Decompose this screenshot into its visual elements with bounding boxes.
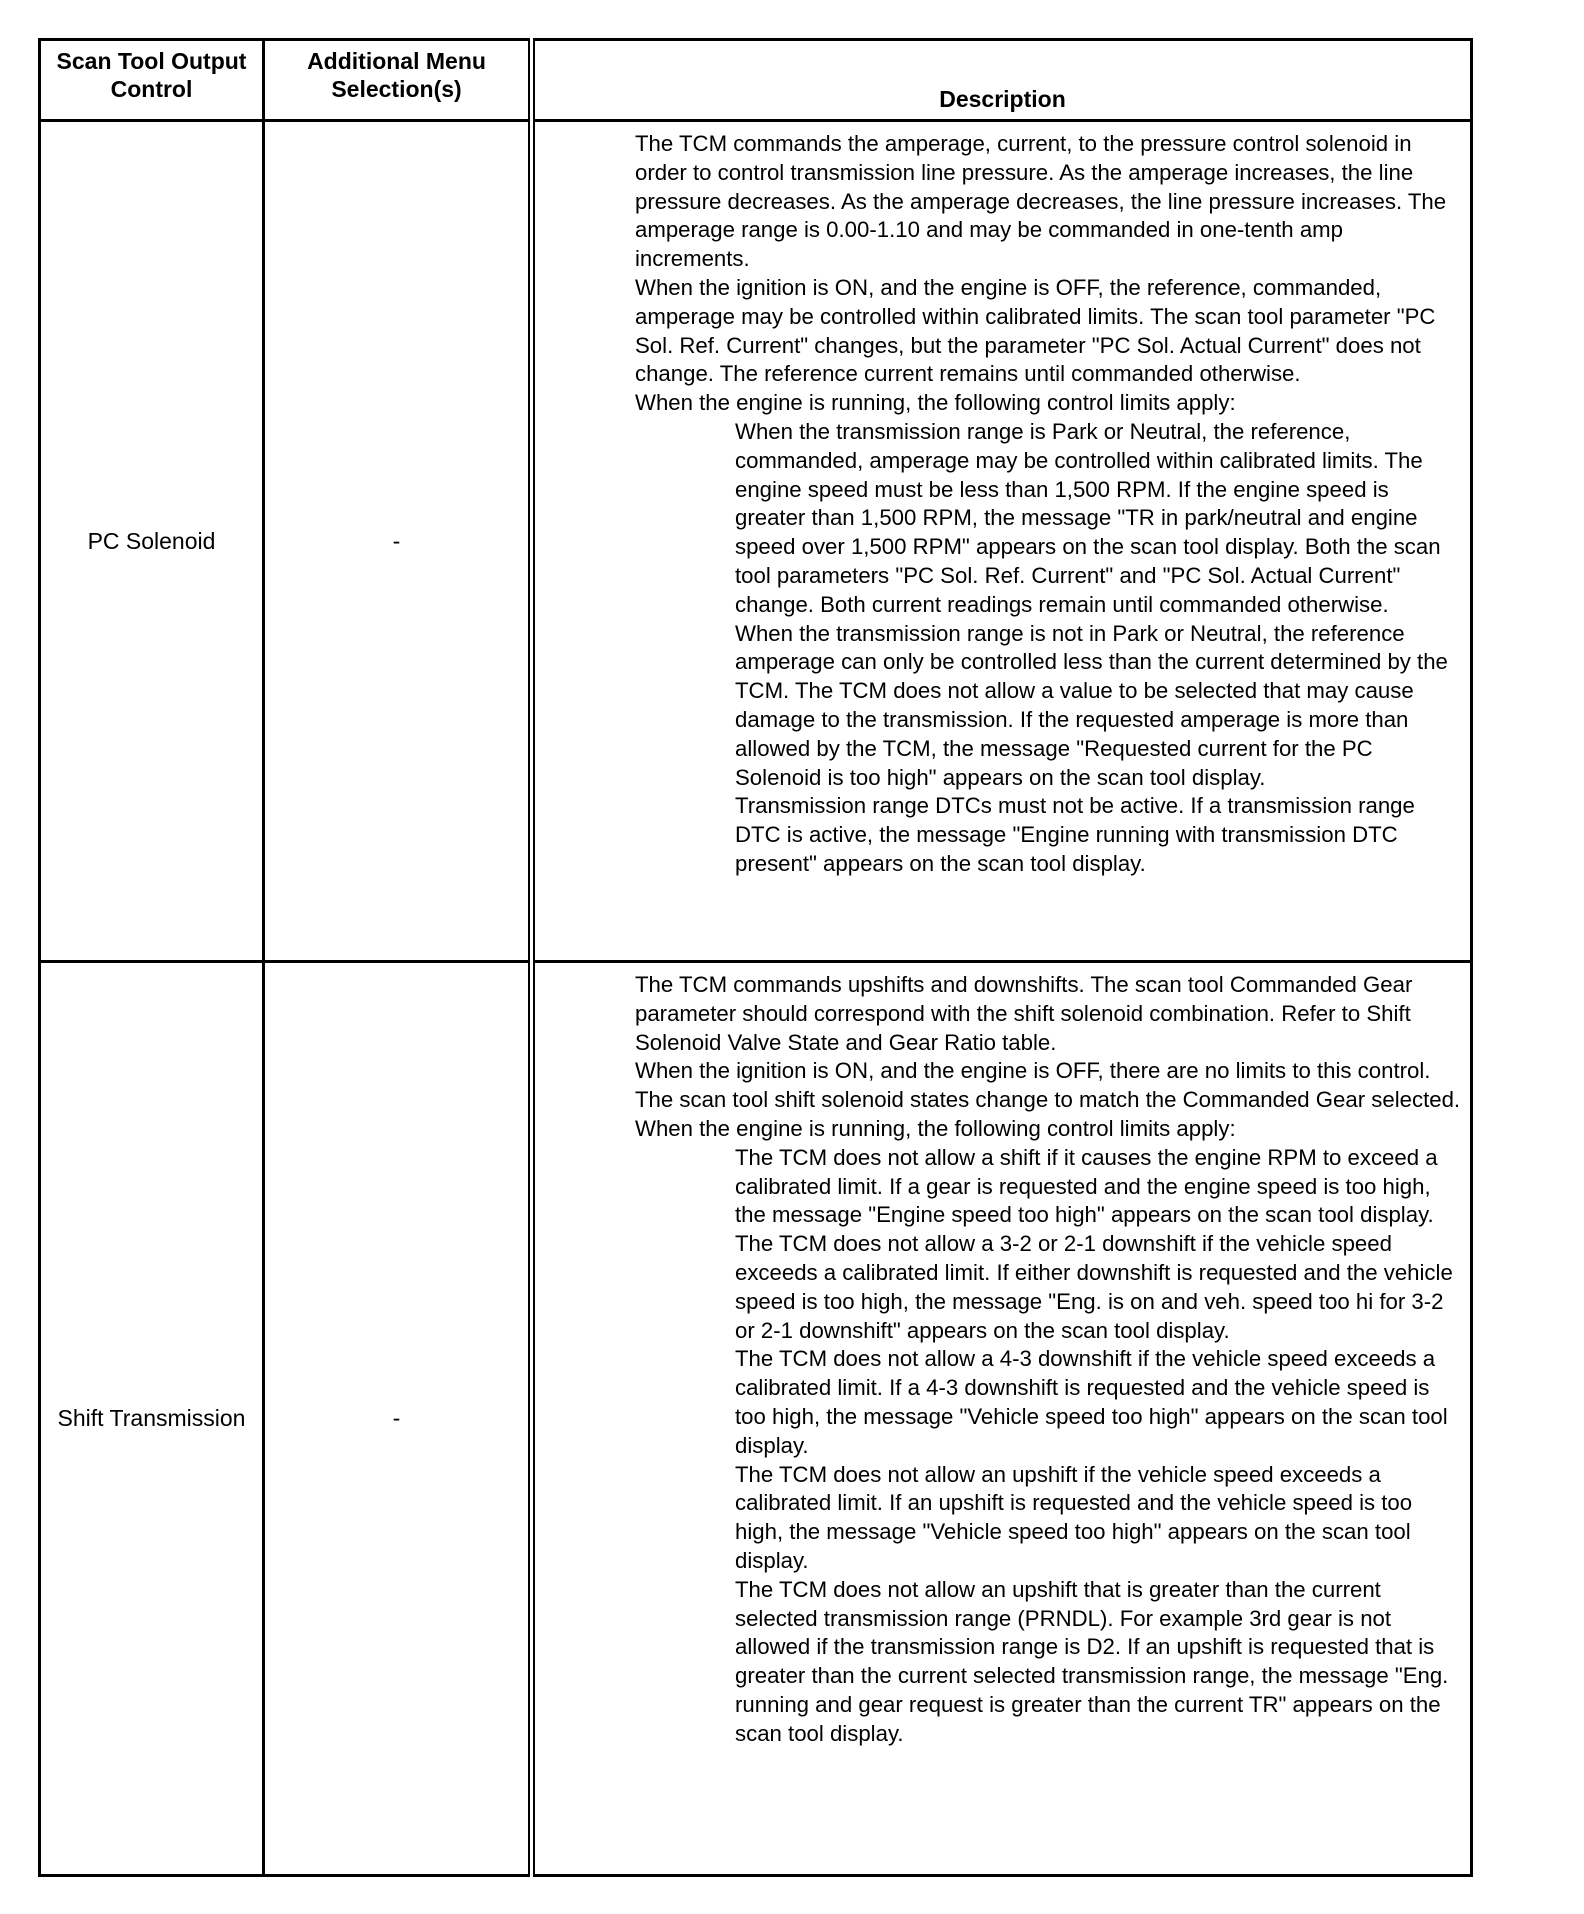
control-name: PC Solenoid bbox=[40, 121, 264, 962]
description-subparagraph: When the transmission range is Park or Neutral, the reference, commanded, amperage may be controlled within calibrated limits. The engine speed must be less than 1,500 RPM. If the engine speed is greater than 1,500 RPM, the message "TR in park/neutral and engine speed over 1,500 RPM" appears on the scan tool display. Both the scan tool parameters "PC Sol. Ref. Current" and "PC Sol. Actual Current" change. Both current readings remain until commanded otherwise. bbox=[735, 418, 1441, 617]
description-paragraph: The TCM commands upshifts and downshifts. The scan tool Commanded Gear parameter should correspond with the shift solenoid combination. Refer to Shift Solenoid Valve State and Gear Ratio table. bbox=[635, 972, 1413, 1055]
menu-selection: - bbox=[264, 121, 532, 962]
description-subparagraph: Transmission range DTCs must not be active. If a transmission range DTC is active, the message "Engine running with transmission DTC present" appears on the scan tool display. bbox=[735, 793, 1415, 876]
menu-selection: - bbox=[264, 962, 532, 1876]
table-row bbox=[40, 121, 1472, 962]
description-paragraph: When the ignition is ON, and the engine is OFF, the reference, commanded, amperage may be controlled within calibrated limits. The scan tool parameter "PC Sol. Ref. Current" changes, but the parameter "PC Sol. Actual Current" does not change. The reference current remains until commanded otherwise. bbox=[635, 274, 1436, 387]
description-subparagraph: When the transmission range is not in Park or Neutral, the reference amperage can only be controlled less than the current determined by the TCM. The TCM does not allow a value to be selected that may cause damage to the transmission. If the requested amperage is more than allowed by the TCM, the message "Requested current for the PC Solenoid is too high" appears on the scan tool display. bbox=[735, 620, 1448, 790]
description-subparagraph: The TCM does not allow an upshift if the vehicle speed exceeds a calibrated limit. If an upshift is requested and the vehicle speed is too high, the message "Vehicle speed too high" appears on the scan tool display. bbox=[735, 1461, 1413, 1573]
header-control: Scan Tool Output Control bbox=[40, 40, 264, 121]
header-menu: Additional Menu Selection(s) bbox=[264, 40, 532, 121]
table-row bbox=[40, 962, 1472, 1876]
control-name: Shift Transmission bbox=[40, 962, 264, 1876]
description-paragraph: When the engine is running, the following control limits apply: bbox=[635, 390, 1236, 416]
description-subparagraph: The TCM does not allow a 4-3 downshift if the vehicle speed exceeds a calibrated limit. If a 4-3 downshift is requested and the vehicle speed is too high, the message "Vehicle speed too high" appears on the scan tool display. bbox=[735, 1346, 1448, 1458]
description-subparagraph: The TCM does not allow a shift if it causes the engine RPM to exceed a calibrated limit. If a gear is requested and the engine speed is too high, the message "Engine speed too high" appears on the scan tool display. bbox=[735, 1144, 1438, 1228]
description-cell bbox=[532, 962, 1472, 1876]
description-subparagraph: The TCM does not allow a 3-2 or 2-1 downshift if the vehicle speed exceeds a calibrated limit. If either downshift is requested and the vehicle speed is too high, the message "Eng. is on and veh. speed too hi for 3-2 or 2-1 downshift" appears on the scan tool display. bbox=[735, 1231, 1453, 1343]
description-paragraph: The TCM commands the amperage, current, to the pressure control solenoid in order to control transmission line pressure. As the amperage increases, the line pressure decreases. As the amperage decreases, the line pressure increases. The amperage range is 0.00-1.10 and may be commanded in one-tenth amp increments. bbox=[635, 131, 1447, 272]
description-subparagraph: The TCM does not allow an upshift that is greater than the current selected transmission range (PRNDL). For example 3rd gear is not allowed if the transmission range is D2. If an upshift is requested that is greater than the current selected transmission range, the message "Eng. running and gear request is greater than the current TR" appears on the scan tool display. bbox=[735, 1576, 1449, 1746]
scan-tool-output-table bbox=[38, 38, 1473, 1877]
header-row bbox=[40, 40, 1472, 121]
description-paragraph: When the ignition is ON, and the engine is OFF, there are no limits to this control. The scan tool shift solenoid states change to match the Commanded Gear selected. bbox=[635, 1058, 1461, 1113]
header-description: Description bbox=[532, 40, 1472, 121]
description-paragraph: When the engine is running, the following control limits apply: bbox=[635, 1115, 1236, 1141]
description-cell bbox=[532, 121, 1472, 962]
